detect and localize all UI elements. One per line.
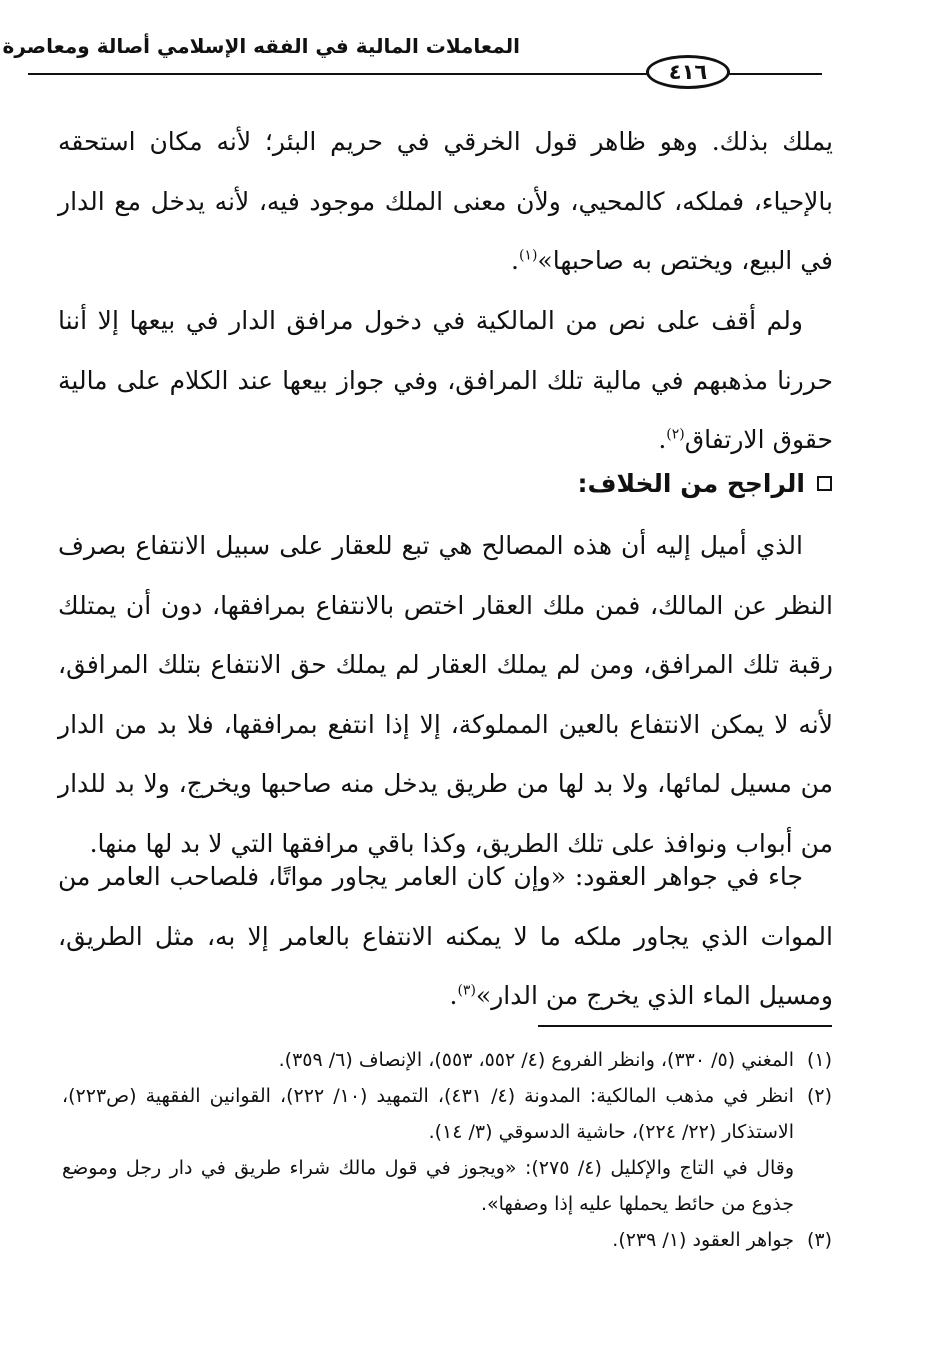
section-heading-text: الراجح من الخلاف: [577, 469, 805, 498]
paragraph-2 [58, 291, 833, 470]
footnote-1-text: المغني (٥/ ٣٣٠)، وانظر الفروع (٤/ ٥٥٢، ٥٥٣)، الإنصاف (٦/ ٣٥٩). [278, 1049, 794, 1071]
footnote-2-text: انظر في مذهب المالكية: المدونة (٤/ ٤٣١)، التمهيد (١٠/ ٢٢٢)، القوانين الفقهية (ص٢٢٣)، الاستذكار (٢٢/ ٢٢٤)، حاشية الدسوقي (٣/ ١٤). [62, 1085, 794, 1143]
paragraph-4-end: . [449, 981, 458, 1010]
footnote-3-text: جواهر العقود (١/ ٢٣٩). [612, 1229, 794, 1251]
paragraph-2-text: ولم أقف على نص من المالكية في دخول مرافق الدار في بيعها إلا أننا حررنا مذهبهم في مالية تلك المرافق، وفي جواز بيعها عند الكلام على مالية حقوق الارتفاق [58, 306, 833, 454]
page-number: ٤١٦ [646, 55, 730, 89]
footnote-3 [62, 1222, 832, 1258]
footnote-3-number: (٣) [806, 1229, 832, 1251]
paragraph-3-text: الذي أميل إليه أن هذه المصالح هي تبع للعقار على سبيل الانتفاع بصرف النظر عن المالك، فمن ملك العقار اختص بالانتفاع بمرافقها، دون أن يمتلك رقبة تلك المرافق، ومن لم يملك العقار لم يملك حق الانتفاع بتلك المرافق، لأنه لا يمكن الانتفاع بالعين المملوكة، إلا إذا انتفع بمرافقها، فلا بد من الدار من مسيل لمائها، ولا بد لها من طريق يدخل منه صاحبها ويخرج، ولا بد للدار من أبواب ونوافذ على تلك الطريق، وكذا باقي مرافقها التي لا بد لها منها. [58, 531, 833, 858]
section-heading [578, 462, 833, 506]
paragraph-1 [58, 112, 833, 291]
footnote-ref-1: (١) [518, 247, 538, 264]
paragraph-2-end: . [658, 425, 667, 454]
running-title: المعاملات المالية في الفقه الإسلامي أصالة ومعاصرة [2, 34, 520, 58]
footnote-2-continuation-text: وقال في التاج والإكليل (٤/ ٢٧٥): «ويجوز في قول مالك شراء طريق في دار رجل وموضع جذوع من حائط يحملها عليه إذا وصفها». [62, 1157, 794, 1215]
paragraph-4-text: جاء في جواهر العقود: «وإن كان العامر يجاور مواتًا، فلصاحب العامر من الموات الذي يجاور ملكه ما لا يمكنه الانتفاع بالعامر إلا به، مثل الطريق، ومسيل الماء الذي يخرج من الدار» [58, 862, 833, 1010]
footnote-rule [538, 1025, 832, 1027]
footnote-2-number: (٢) [806, 1085, 832, 1107]
footnote-ref-3: (٣) [457, 982, 476, 999]
paragraph-3 [58, 516, 833, 873]
paragraph-1-end: . [510, 246, 519, 275]
footnotes [62, 1042, 832, 1258]
footnote-ref-2: (٢) [666, 426, 685, 443]
footnote-2 [62, 1078, 832, 1150]
footnote-2-continuation [62, 1150, 832, 1222]
footnote-1 [62, 1042, 832, 1078]
paragraph-4 [58, 847, 833, 1026]
footnote-1-number: (١) [806, 1049, 832, 1071]
square-bullet-icon [817, 476, 832, 491]
paragraph-1-text: يملك بذلك. وهو ظاهر قول الخرقي في حريم البئر؛ لأنه مكان استحقه بالإحياء، فملكه، كالمحيي، ولأن معنى الملك موجود فيه، لأنه يدخل مع الدار في البيع، ويختص به صاحبها» [58, 127, 833, 275]
